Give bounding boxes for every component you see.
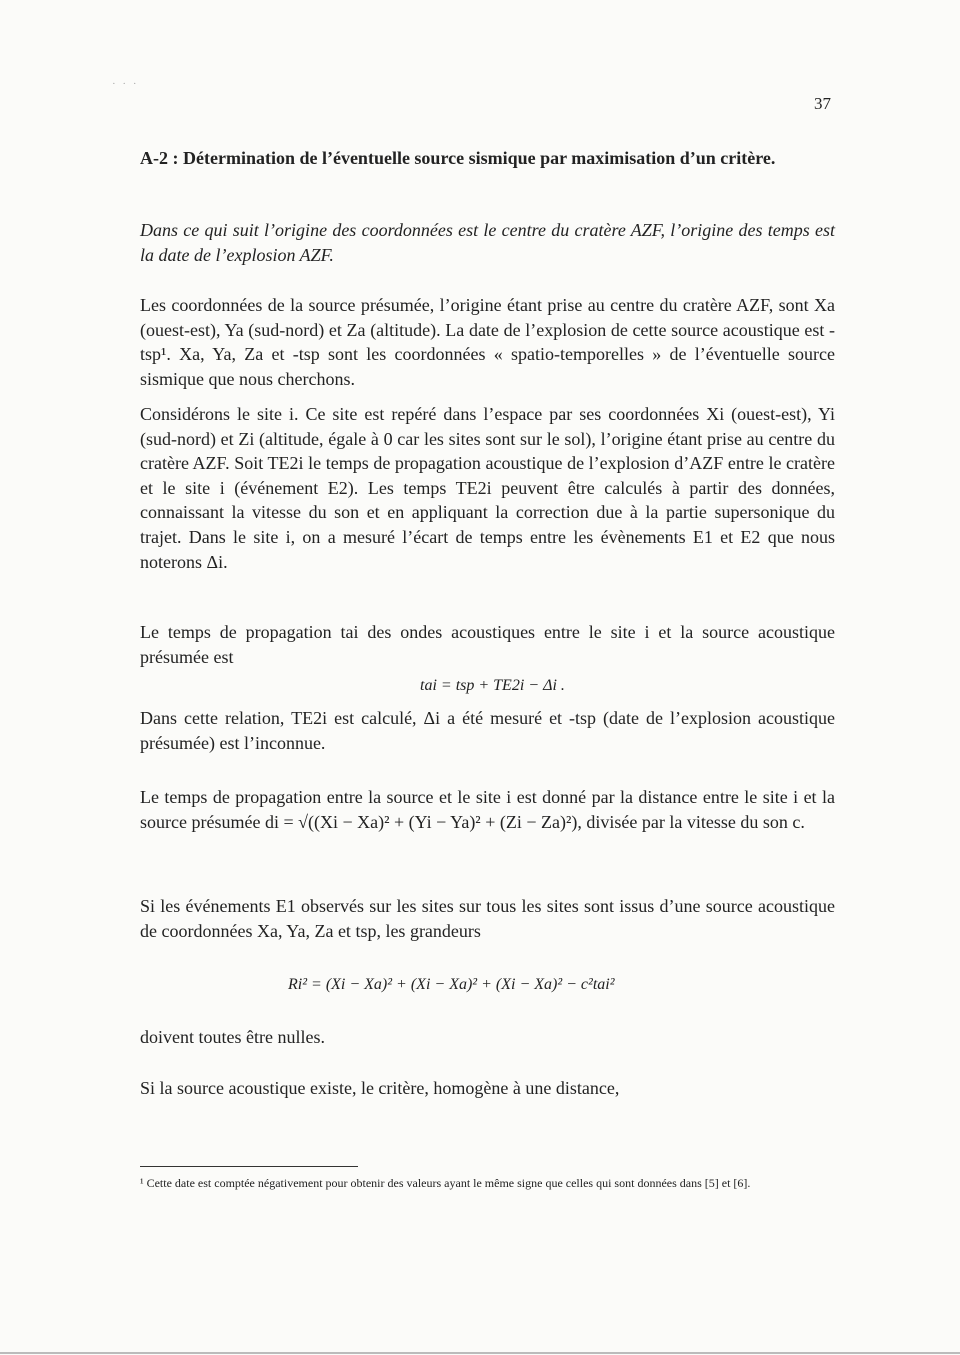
equation-propagation-time: tai = tsp + TE2i − Δi . xyxy=(420,677,565,694)
page-bottom-edge xyxy=(0,1352,960,1354)
paragraph-site: Considérons le site i. Ce site est repéré dans l’espace par ses coordonnées Xi (ouest-est), Yi (sud-nord) et Zi (altitude, égale à 0 car les sites sont sur le sol), l’origine étant prise au centre du cratère AZF. Soit TE2i le temps de propagation acoustique de l’explosion d’AZF entre le cratère et le site i (événement E2). Les temps TE2i peuvent être calculés à partir des données, connaissant la vitesse du son et en appliquant la correction due à la partie supersonique du trajet. Dans le site i, on a mesuré l’écart de temps entre les évènements E1 et E2 que nous noterons Δi. xyxy=(140,404,835,572)
paragraph-null: doivent toutes être nulles. xyxy=(140,1027,325,1047)
page-number: 37 xyxy=(814,94,831,113)
section-heading: A-2 : Détermination de l’éventuelle source sismique par maximisation d’un critère. xyxy=(140,148,776,168)
paragraph-distance: Le temps de propagation entre la source et le site i est donné par la distance entre le site i et la source présumée di = √((Xi − Xa)² + (Yi − Ya)² + (Zi − Za)²), divisée par la vitesse du son c. xyxy=(140,787,835,832)
paragraph-source-coordinates: Les coordonnées de la source présumée, l’origine étant prise au centre du cratère AZF, sont Xa (ouest-est), Ya (sud-nord) et Za (altitude). La date de l’explosion de cette source acoustique est -tsp¹. Xa, Ya, Za et -tsp sont les coordonnées « spatio-temporelles » de l’éventuelle source sismique que nous cherchons. xyxy=(140,295,835,389)
intro-paragraph: Dans ce qui suit l’origine des coordonnées est le centre du cratère AZF, l’origine des temps est la date de l’explosion AZF. xyxy=(140,220,835,265)
footnote: ¹ Cette date est comptée négativement pour obtenir des valeurs ayant le même signe que celles qui sont données dans [5] et [6]. xyxy=(140,1176,751,1190)
paragraph-criterion: Si la source acoustique existe, le critère, homogène à une distance, xyxy=(140,1078,620,1098)
paragraph-relation: Dans cette relation, TE2i est calculé, Δi a été mesuré et -tsp (date de l’explosion acoustique présumée) est l’inconnue. xyxy=(140,708,835,753)
footnote-separator xyxy=(140,1166,358,1167)
scan-mark: · · · xyxy=(112,78,139,90)
equation-residual: Ri² = (Xi − Xa)² + (Xi − Xa)² + (Xi − Xa)² − c²tai² xyxy=(288,976,615,993)
paragraph-propagation-time: Le temps de propagation tai des ondes acoustiques entre le site i et la source acoustique présumée est xyxy=(140,622,835,667)
paragraph-events: Si les événements E1 observés sur les sites sur tous les sites sont issus d’une source acoustique de coordonnées Xa, Ya, Za et tsp, les grandeurs xyxy=(140,896,835,941)
